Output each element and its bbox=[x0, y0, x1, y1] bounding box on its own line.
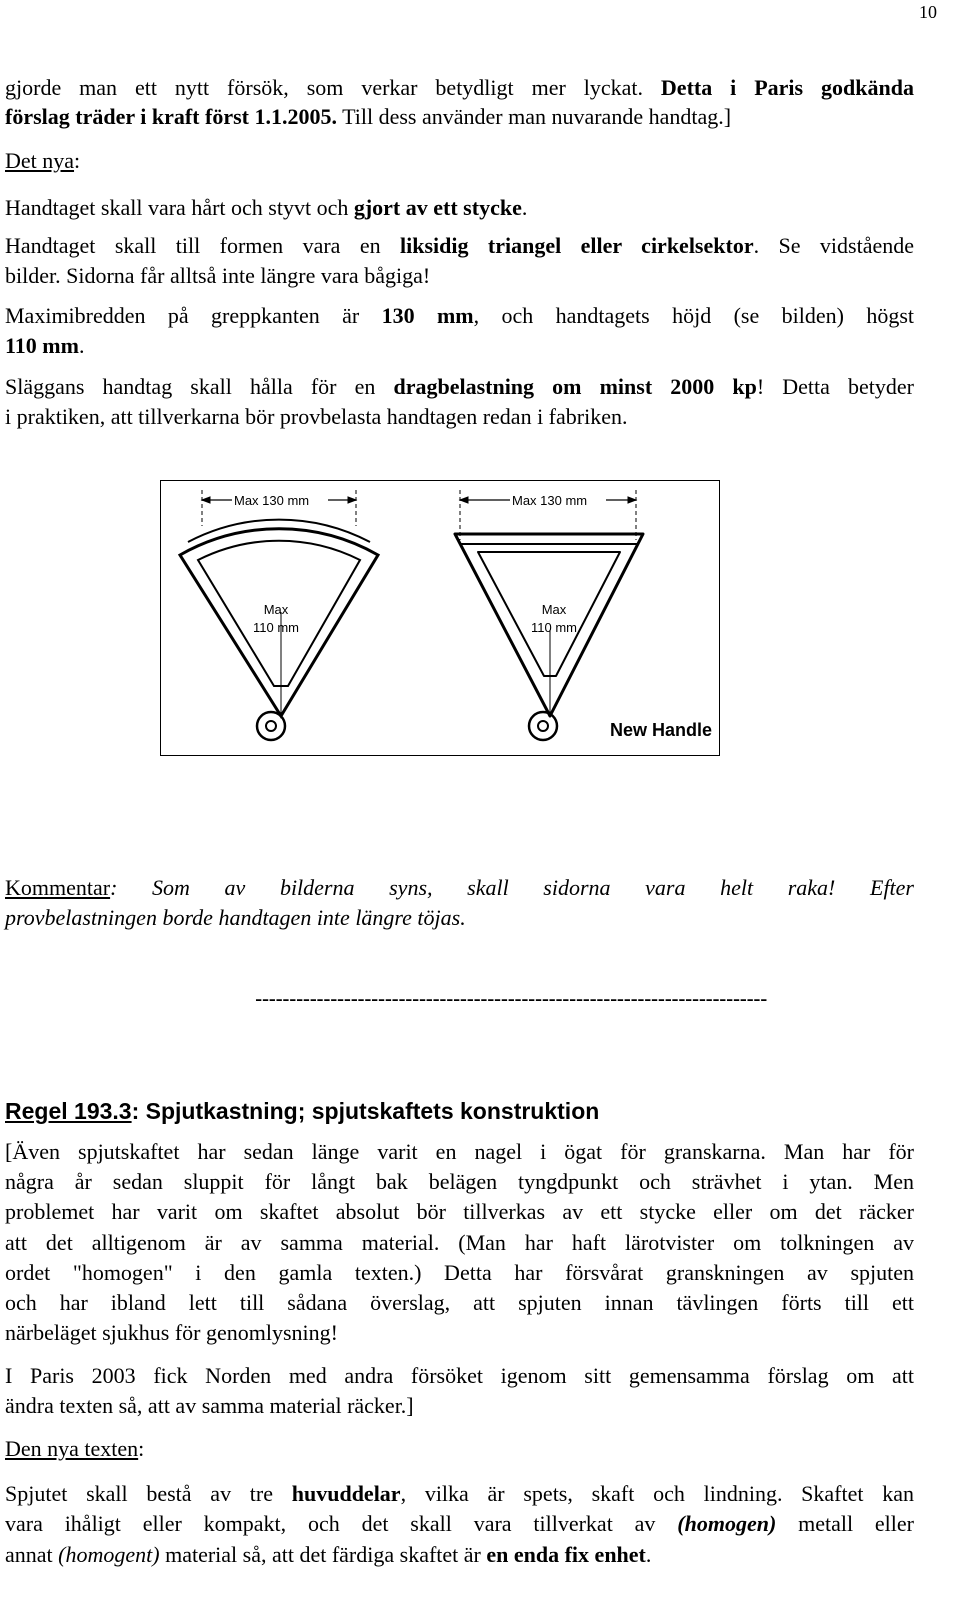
text: Spjutet skall bestå av tre bbox=[5, 1481, 292, 1506]
rule-line-2b: bilder. Sidorna får alltså inte längre vara bågiga! bbox=[5, 263, 431, 288]
rule-line-1 bbox=[5, 194, 914, 222]
text: . bbox=[521, 195, 528, 220]
page-number: 10 bbox=[919, 2, 937, 22]
text: Släggans handtag skall hålla för en bbox=[5, 374, 394, 399]
para2-line: att det alltigenom är av samma material. (Man har haft lärotvister om tolkningen av bbox=[5, 1230, 914, 1255]
comment-line-2: provbelastningen borde handtagen inte längre töjas. bbox=[5, 905, 466, 930]
bold-text: en enda fix enhet bbox=[486, 1542, 646, 1567]
para2-line: några år sedan sluppit för långt bak belägen tyngdpunkt och strävhet i ytan. Men bbox=[5, 1169, 914, 1194]
rule-line-2 bbox=[5, 232, 914, 260]
text: Handtaget skall till formen vara en bbox=[5, 233, 401, 258]
para3-line: I Paris 2003 fick Norden med andra försöket igenom sitt gemensamma förslag om att bbox=[5, 1363, 914, 1388]
colon: : bbox=[138, 1436, 145, 1461]
figure-caption: New Handle bbox=[610, 720, 713, 740]
text: Maximibredden på greppkanten är bbox=[5, 303, 382, 328]
text: . Se vidstående bbox=[753, 233, 914, 258]
left-height-value: 110 mm bbox=[253, 620, 299, 635]
rule-line-4 bbox=[5, 373, 914, 401]
rule-line-3 bbox=[5, 302, 914, 330]
text: metall eller bbox=[776, 1511, 915, 1536]
heading-title: : Spjutkastning; spjutskaftets konstruktion bbox=[131, 1098, 600, 1124]
para2-line: problemet har varit om skaftet absolut bör tillverkas av ett stycke eller om det räcker bbox=[5, 1199, 914, 1224]
den-nya-texten-label bbox=[5, 1435, 914, 1463]
separator-line: --------------------------------------------------------------------------- bbox=[255, 986, 767, 1011]
para1-line1 bbox=[5, 74, 914, 102]
text: material så, att det färdiga skaftet är bbox=[159, 1542, 487, 1567]
right-height-label: Max bbox=[541, 602, 567, 617]
para2-line: [Även spjutskaftet har sedan länge varit en nagel i ögat för granskarna. Man har för bbox=[5, 1139, 914, 1164]
para2-line: ordet "homogen" i den gamla texten.) Detta har försvårat granskningen av spjuten bbox=[5, 1260, 914, 1285]
para3-line: ändra texten så, att av samma material räcker.] bbox=[5, 1393, 414, 1418]
text: Handtaget skall vara hårt och styvt och bbox=[5, 195, 354, 220]
underlined-label: Den nya texten bbox=[5, 1436, 139, 1461]
bold-text: 130 mm bbox=[381, 303, 474, 328]
bold-text: 110 mm bbox=[5, 333, 79, 358]
text: vara ihåligt eller kompakt, och det skall vara tillverkat av bbox=[5, 1511, 678, 1536]
final-line-3 bbox=[5, 1541, 914, 1569]
text: gjorde man ett nytt försök, som verkar betydligt mer lyckat. bbox=[5, 75, 661, 100]
bold-text: förslag träder i kraft först 1.1.2005. bbox=[5, 104, 337, 129]
bold-text: huvuddelar bbox=[291, 1481, 401, 1506]
text: . bbox=[645, 1542, 652, 1567]
text: . bbox=[78, 333, 85, 358]
bold-text: Detta i Paris godkända bbox=[660, 75, 914, 100]
bold-text: dragbelastning om minst 2000 kp bbox=[393, 374, 757, 399]
left-width-label: Max 130 mm bbox=[234, 493, 310, 508]
colon: : bbox=[74, 148, 81, 173]
right-height-value: 110 mm bbox=[531, 620, 577, 635]
text: annat bbox=[5, 1542, 59, 1567]
right-width-label: Max 130 mm bbox=[512, 493, 588, 508]
handle-figure bbox=[160, 480, 720, 756]
final-line-1 bbox=[5, 1480, 914, 1508]
det-nya-label bbox=[5, 147, 914, 175]
rule-line-3b bbox=[5, 332, 914, 360]
comment-label: Kommentar bbox=[5, 875, 111, 900]
text: ! Detta betyder bbox=[756, 374, 914, 399]
section-heading bbox=[5, 1098, 599, 1125]
para2-line: närbeläget sjukhus för genomlysning! bbox=[5, 1320, 338, 1345]
final-line-2 bbox=[5, 1510, 914, 1538]
text: : Som av bilderna syns, skall sidorna vara helt raka! Efter bbox=[110, 875, 914, 900]
para1-line2 bbox=[5, 103, 914, 131]
bold-text: liksidig triangel eller cirkelsektor bbox=[400, 233, 754, 258]
text: Till dess använder man nuvarande handtag.] bbox=[336, 104, 732, 129]
underlined-label: Det nya bbox=[5, 148, 75, 173]
rule-line-4b: i praktiken, att tillverkarna bör provbelasta handtagen redan i fabriken. bbox=[5, 404, 628, 429]
left-height-label: Max bbox=[263, 602, 289, 617]
rule-number: Regel 193.3 bbox=[5, 1098, 132, 1124]
text: , vilka är spets, skaft och lindning. Skaftet kan bbox=[400, 1481, 914, 1506]
italic-text: (homogent) bbox=[58, 1542, 160, 1567]
para2-line: och har ibland lett till sådana överslag, att spjuten innan tävlingen förts till ett bbox=[5, 1290, 914, 1315]
bold-text: gjort av ett stycke bbox=[353, 195, 522, 220]
handle-diagram bbox=[160, 480, 720, 756]
text: , och handtagets höjd (se bilden) högst bbox=[473, 303, 914, 328]
comment-line-1 bbox=[5, 874, 914, 902]
bold-italic-text: (homogen) bbox=[677, 1511, 777, 1536]
